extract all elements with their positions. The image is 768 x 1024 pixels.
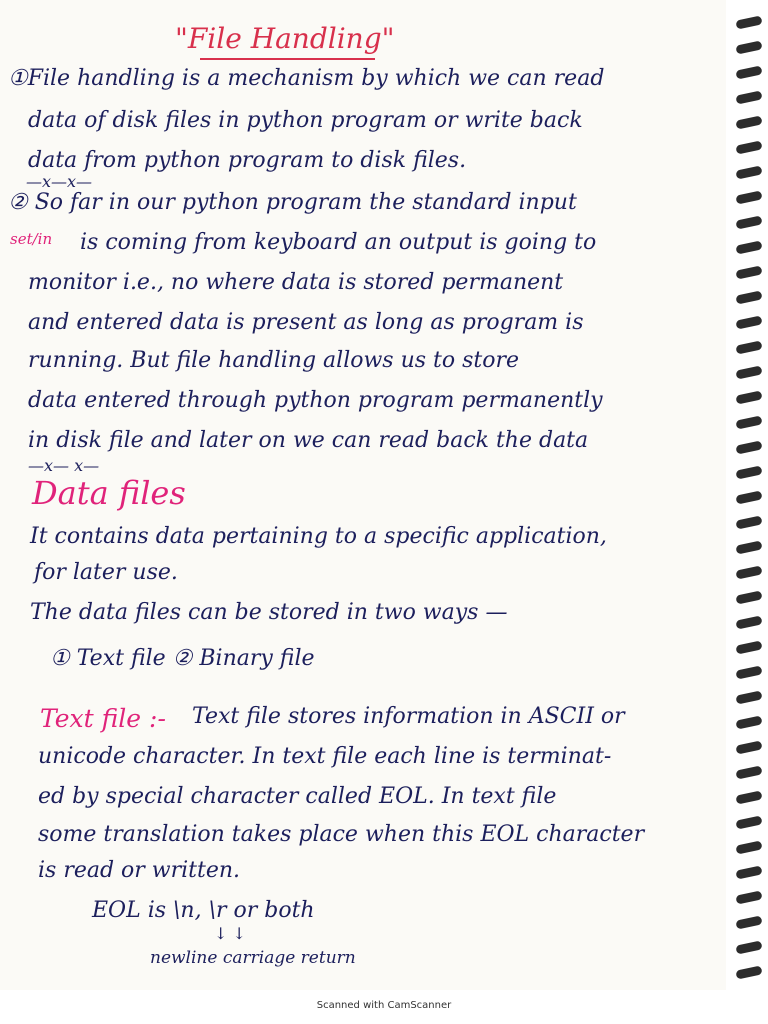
p1-line-3: data from python program to disk files. [28,148,467,173]
spiral-ring [735,865,762,879]
eol-line: EOL is \n, \r or both [92,898,315,923]
spiral-ring [735,315,762,329]
spiral-ring [735,790,762,804]
title-underline [200,58,375,60]
p1-line-2: data of disk files in python program or write back [28,108,583,133]
spiral-ring [735,415,762,429]
spiral-ring [735,290,762,304]
text-file-line-1: Text file stores information in ASCII or [192,704,625,729]
text-file-label: Text file :- [40,704,166,733]
spiral-ring [735,165,762,179]
p2-line-2: is coming from keyboard an output is going to [80,230,597,255]
spiral-ring [735,890,762,904]
scanner-watermark: Scanned with CamScanner [316,1000,452,1011]
eol-arrows: ↓ ↓ [214,924,246,943]
spiral-ring [735,965,762,979]
data-files-line-2: for later use. [34,560,178,585]
p2-line-7: in disk file and later on we can read back the data [28,428,589,453]
text-file-line-5: is read or written. [38,858,241,883]
text-file-line-4: some translation takes place when this EOL character [38,822,645,847]
spiral-ring [735,190,762,204]
p2-line-4: and entered data is present as long as program is [28,310,584,335]
section-heading-data-files: Data files [32,474,186,512]
spiral-ring [735,390,762,404]
spiral-ring [735,640,762,654]
spiral-ring [735,340,762,354]
spiral-ring [735,915,762,929]
p1-line-1: ①File handling is a mechanism by which we can read [8,66,605,91]
spiral-ring [735,515,762,529]
spiral-ring [735,65,762,79]
spiral-ring [735,15,762,29]
spiral-ring [735,440,762,454]
spiral-ring [735,265,762,279]
spiral-ring [735,365,762,379]
spiral-ring [735,240,762,254]
notebook-spiral [726,0,768,990]
separator-2: —x— x— [28,456,100,475]
data-files-line-1: It contains data pertaining to a specific application, [30,524,607,549]
spiral-ring [735,615,762,629]
spiral-ring [735,140,762,154]
spiral-ring [735,565,762,579]
p2-line-5: running. But file handling allows us to store [28,348,520,373]
margin-note: set/in [10,230,53,248]
spiral-ring [735,740,762,754]
spiral-ring [735,90,762,104]
p2-line-6: data entered through python program permanently [28,388,603,413]
text-file-line-3: ed by special character called EOL. In text file [38,784,557,809]
spiral-ring [735,665,762,679]
spiral-ring [735,215,762,229]
spiral-ring [735,840,762,854]
spiral-ring [735,715,762,729]
spiral-ring [735,765,762,779]
spiral-ring [735,815,762,829]
data-files-line-4: ① Text file ② Binary file [50,646,315,671]
spiral-ring [735,940,762,954]
separator-1: —x—x— [26,172,93,191]
data-files-line-3: The data files can be stored in two ways — [30,600,508,625]
page-title: "File Handling" [175,22,395,55]
spiral-ring [735,540,762,554]
spiral-ring [735,115,762,129]
spiral-ring [735,40,762,54]
spiral-ring [735,490,762,504]
p2-line-1: ② So far in our python program the standard input [8,190,577,215]
eol-notes: newline carriage return [150,948,356,968]
spiral-ring [735,465,762,479]
text-file-line-2: unicode character. In text file each line is terminat- [38,744,612,769]
spiral-ring [735,590,762,604]
spiral-ring [735,690,762,704]
p2-line-3: monitor i.e., no where data is stored permanent [28,270,564,295]
